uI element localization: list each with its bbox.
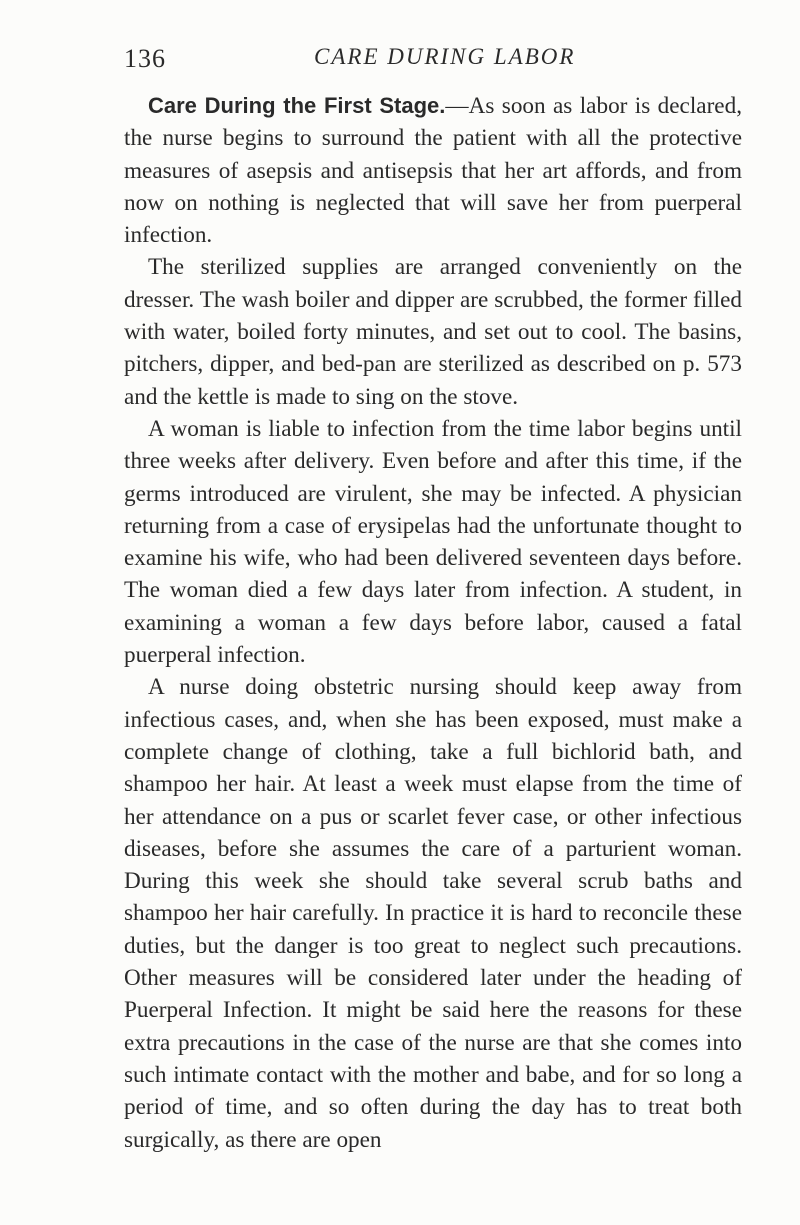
paragraph-3: A woman is liable to infection from the time labor begins until three weeks after delivery. Even before and after this time, if the germs introduced are virulent, she may be infected. A physician returning from a case of erysipelas had the unfortunate thought to examine his wife, who had been delivered seventeen days before. The woman died a few days later from infection. A student, in examining a woman a few days before labor, caused a fatal puerperal infection. <box>124 415 742 669</box>
paragraph-4: A nurse doing obstetric nursing should keep away from infectious cases, and, when she has been exposed, must make a complete change of clothing, take a full bichlorid bath, and shampoo her hair. At least a week must elapse from the time of her attendance on a pus or scarlet fever case, or other infectious diseases, before she assumes the care of a parturient woman. During this week she should take several scrub baths and shampoo her hair carefully. In practice it is hard to reconcile these duties, but the danger is too great to neglect such precautions. Other measures will be considered later under the heading of Puerperal Infection. It might be said here the reasons for these extra precautions in the case of the nurse are that she comes into such intimate contact with the mother and babe, and for so long a period of time, and so often during the day has to treat both surgically, as there are open <box>124 674 742 1153</box>
body-text <box>124 90 742 1156</box>
running-head <box>124 44 744 80</box>
page-number: 136 <box>124 44 166 73</box>
paragraph-1-text: —As soon as labor is declared, the nurse begins to surround the patient with all the protective measures of asepsis and antisepsis that her art affords, and from now on nothing is neglected that will save her from puerperal infection. <box>124 93 742 249</box>
running-title: CARE DURING LABOR <box>314 44 576 69</box>
paragraph-1 <box>124 90 742 251</box>
section-heading: Care During the First Stage. <box>148 93 446 118</box>
paragraph-2: The sterilized supplies are arranged conveniently on the dresser. The wash boiler and dipper are scrubbed, the former filled with water, boiled forty minutes, and set out to cool. The basins, pitchers, dipper, and bed-pan are sterilized as described on p. 573 and the kettle is made to sing on the stove. <box>124 254 742 410</box>
